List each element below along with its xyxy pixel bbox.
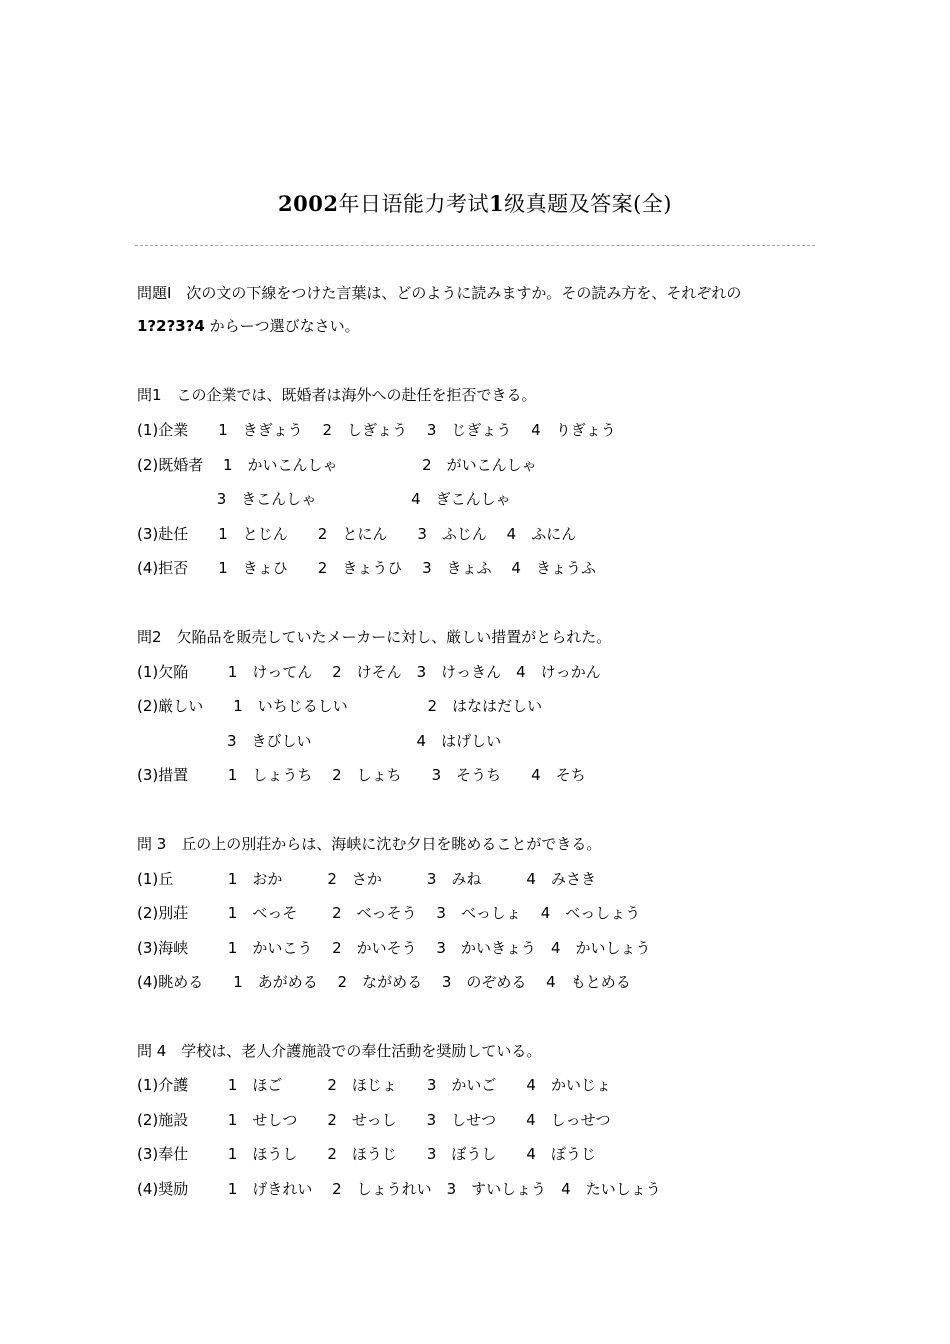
question-3-row-3: (3)海峡 1 かいこう 2 かいそう 3 かいきょう 4 かいしょう xyxy=(137,939,651,957)
question-1-row-5: (4)拒否 1 きょひ 2 きょうひ 3 きょふ 4 きょうふ xyxy=(137,559,596,577)
question-4-row-1: (1)介護 1 ほご 2 ほじょ 3 かいご 4 かいじょ xyxy=(137,1076,611,1094)
question-3-row-1: (1)丘 1 おか 2 さか 3 みね 4 みさき xyxy=(137,870,596,888)
title-level: 1 xyxy=(488,191,505,216)
question-1-row-4: (3)赴任 1 とじん 2 とにん 3 ふじん 4 ふにん xyxy=(137,525,577,543)
question-2-row-3: 3 きびしい 4 はげしい xyxy=(137,732,502,750)
instructions-line-2 xyxy=(137,316,360,336)
question-3-row-4: (4)眺める 1 あがめる 2 ながめる 3 のぞめる 4 もとめる xyxy=(137,973,631,991)
page-title xyxy=(0,188,950,218)
question-1-row-1: (1)企業 1 きぎょう 2 しぎょう 3 じぎょう 4 りぎょう xyxy=(137,421,616,439)
title-text: 年日语能力考试 xyxy=(338,192,489,216)
question-3: 問 3 丘の上の別荘からは、海峡に沈む夕日を眺めることができる。 xyxy=(137,835,602,853)
title-year: 2002 xyxy=(278,191,339,216)
question-2-row-4: (3)措置 1 しょうち 2 しょち 3 そうち 4 そち xyxy=(137,766,586,784)
question-1-row-3: 3 きこんしゃ 4 ぎこんしゃ xyxy=(137,490,511,508)
question-3-row-2: (2)別荘 1 べっそ 2 べっそう 3 べっしょ 4 べっしょう xyxy=(137,904,641,922)
question-4-row-4: (4)奨励 1 げきれい 2 しょうれい 3 すいしょう 4 たいしょう xyxy=(137,1180,661,1198)
title-suffix: 级真题及答案(全) xyxy=(504,192,672,216)
question-4: 問 4 学校は、老人介護施設での奉仕活動を奨励している。 xyxy=(137,1042,542,1060)
instructions-line-1: 問題Ⅰ 次の文の下線をつけた言葉は、どのように読みますか。その読み方を、それぞれの xyxy=(137,284,742,302)
question-1-row-2: (2)既婚者 1 かいこんしゃ 2 がいこんしゃ xyxy=(137,456,537,474)
choice-numbers: 1?2?3?4 xyxy=(137,317,205,335)
question-2-row-1: (1)欠陥 1 けってん 2 けそん 3 けっきん 4 けっかん xyxy=(137,663,601,681)
question-4-row-3: (3)奉仕 1 ほうし 2 ほうじ 3 ぼうし 4 ぼうじ xyxy=(137,1145,596,1163)
instructions-line-2-text: からーつ選びなさい。 xyxy=(204,317,360,335)
question-2-row-2: (2)厳しい 1 いちじるしい 2 はなはだしい xyxy=(137,697,543,715)
dashed-divider xyxy=(135,245,815,246)
question-4-row-2: (2)施設 1 せしつ 2 せっし 3 しせつ 4 しっせつ xyxy=(137,1111,611,1129)
question-2: 問2 欠陥品を販売していたメーカーに対し、厳しい措置がとられた。 xyxy=(137,628,612,646)
question-1: 問1 この企業では、既婚者は海外への赴任を拒否できる。 xyxy=(137,386,537,404)
